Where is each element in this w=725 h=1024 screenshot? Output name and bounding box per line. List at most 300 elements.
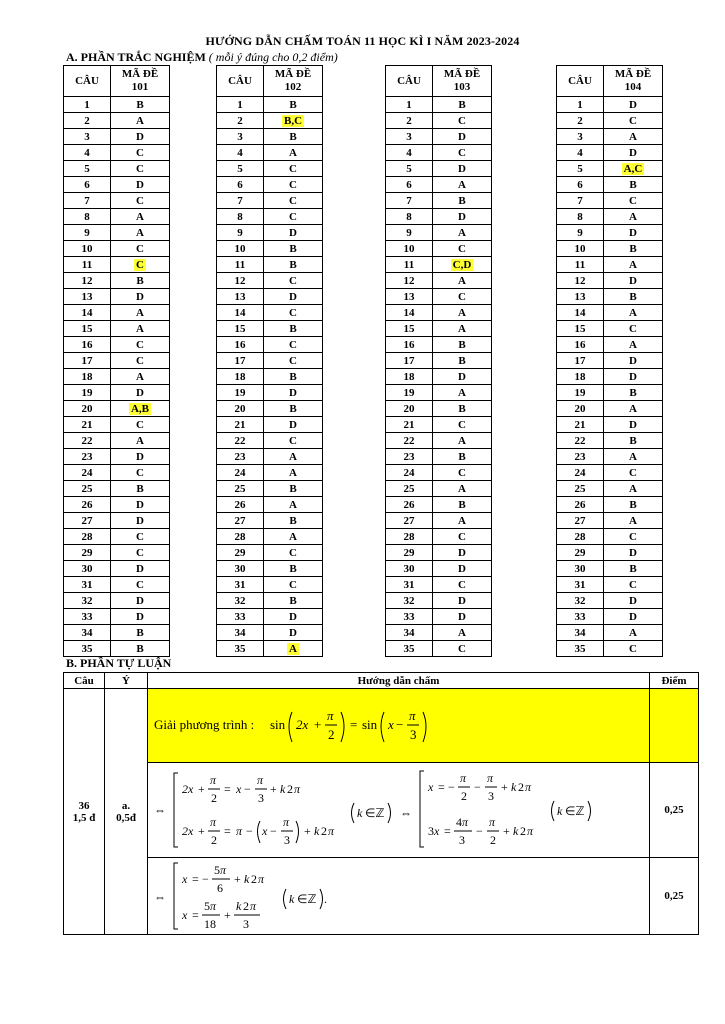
answer-cell: [433, 641, 492, 657]
answer-row: [557, 209, 663, 225]
question-number: 8: [386, 209, 433, 225]
answer-value: A: [136, 306, 144, 319]
answer-value: A: [136, 370, 144, 383]
question-number: 7: [386, 193, 433, 209]
essay-part-cell: [105, 689, 148, 935]
answer-row: [557, 177, 663, 193]
question-number: 3: [386, 129, 433, 145]
svg-text:−: −: [244, 782, 251, 796]
question-number: 10: [217, 241, 264, 257]
answer-value: C: [289, 306, 297, 319]
answer-value: D: [458, 546, 466, 559]
svg-text:π: π: [527, 824, 534, 838]
answer-cell: [111, 113, 170, 129]
answer-cell: [433, 529, 492, 545]
answer-row: [557, 241, 663, 257]
answer-cell: [264, 401, 323, 417]
answer-value: C: [629, 194, 637, 207]
answer-cell: [264, 177, 323, 193]
question-number: 3: [217, 129, 264, 145]
problem-equation: [154, 696, 634, 756]
answer-cell: [433, 289, 492, 305]
answer-value: C: [458, 114, 466, 127]
answer-row: [217, 161, 323, 177]
answer-cell: [264, 593, 323, 609]
answer-value: C: [289, 434, 297, 447]
answer-value: D: [136, 290, 144, 303]
question-number: 26: [217, 497, 264, 513]
answer-row: [64, 593, 170, 609]
answer-value: C: [136, 194, 144, 207]
answer-row: [64, 625, 170, 641]
svg-text:π: π: [257, 773, 264, 787]
ma-de-header: [604, 66, 663, 97]
question-number: 18: [217, 369, 264, 385]
answer-value: C: [289, 178, 297, 191]
question-number: 7: [557, 193, 604, 209]
answer-value: C: [289, 210, 297, 223]
answer-row: [64, 609, 170, 625]
svg-text:3: 3: [258, 791, 264, 805]
answer-cell: [604, 465, 663, 481]
question-number: 21: [557, 417, 604, 433]
question-number: 14: [217, 305, 264, 321]
question-number: 31: [557, 577, 604, 593]
answer-cell: [111, 129, 170, 145]
question-number: 16: [64, 337, 111, 353]
step1-equation: [154, 765, 644, 855]
answer-row: [217, 609, 323, 625]
question-number: 9: [386, 225, 433, 241]
question-number: 25: [217, 481, 264, 497]
question-number: 34: [386, 625, 433, 641]
svg-text:∈ℤ: ∈ℤ: [365, 806, 385, 820]
svg-text:π: π: [210, 815, 217, 829]
answer-row: [64, 369, 170, 385]
answer-cell: [264, 497, 323, 513]
answer-cell: [604, 449, 663, 465]
ma-de-code: 101: [131, 81, 149, 93]
svg-text:sin: sin: [270, 716, 286, 732]
svg-text:=: =: [444, 824, 451, 838]
answer-value: C: [289, 274, 297, 287]
answer-cell: [433, 177, 492, 193]
question-number: 36: [78, 799, 90, 812]
answer-cell: [604, 577, 663, 593]
answer-value: B: [629, 290, 637, 303]
question-number: 4: [557, 145, 604, 161]
answer-row: [557, 481, 663, 497]
question-number: 30: [64, 561, 111, 577]
svg-text:π: π: [220, 863, 227, 877]
svg-text:x: x: [182, 872, 188, 886]
answer-cell: [604, 209, 663, 225]
answer-cell: [264, 337, 323, 353]
svg-text:∈ℤ: ∈ℤ: [297, 892, 317, 906]
answer-value: B: [289, 258, 297, 271]
question-number: 23: [386, 449, 433, 465]
question-number: 32: [557, 593, 604, 609]
svg-text:k: k: [557, 804, 563, 818]
answer-value: C: [136, 354, 144, 367]
answer-row: [64, 545, 170, 561]
answer-value: C: [458, 642, 466, 655]
answer-value: D: [136, 386, 144, 399]
question-number: 3: [557, 129, 604, 145]
answer-cell: [264, 465, 323, 481]
answer-cell: [433, 369, 492, 385]
answer-row: [557, 193, 663, 209]
answer-cell: [604, 273, 663, 289]
ma-de-code: 104: [624, 81, 642, 93]
question-number: 16: [217, 337, 264, 353]
question-number: 2: [557, 113, 604, 129]
question-number: 5: [64, 161, 111, 177]
svg-text:2: 2: [321, 824, 327, 838]
answer-value: A: [629, 626, 637, 639]
answer-cell: [604, 369, 663, 385]
question-number: 12: [386, 273, 433, 289]
svg-text:+: +: [314, 716, 322, 732]
answer-cell: [111, 513, 170, 529]
answer-row: [557, 129, 663, 145]
svg-text:k: k: [289, 892, 295, 906]
step1-cell: [148, 763, 650, 858]
svg-text:π: π: [250, 899, 257, 913]
svg-text:x: x: [388, 716, 394, 732]
svg-text:3: 3: [410, 726, 417, 742]
answer-value: B: [458, 338, 466, 351]
answer-row: [217, 113, 323, 129]
answer-cell: [604, 545, 663, 561]
answer-cell: [264, 241, 323, 257]
question-number: 13: [386, 289, 433, 305]
answer-value: C: [458, 578, 466, 591]
answer-value: A: [458, 178, 466, 191]
answer-cell: [433, 385, 492, 401]
answer-cell: [111, 225, 170, 241]
svg-text:2: 2: [211, 833, 217, 847]
answer-value: B: [136, 98, 144, 111]
answer-row: [64, 353, 170, 369]
question-number: 31: [217, 577, 264, 593]
answer-row: [386, 641, 492, 657]
answer-cell: [111, 577, 170, 593]
answer-row: [217, 209, 323, 225]
question-number: 17: [217, 353, 264, 369]
svg-text:=: =: [192, 908, 199, 922]
answer-cell: [604, 337, 663, 353]
svg-text:x: x: [428, 780, 434, 794]
question-number: 28: [217, 529, 264, 545]
answer-row: [557, 417, 663, 433]
ma-de-header: [111, 66, 170, 97]
answer-cell: [111, 97, 170, 113]
answer-row: [557, 465, 663, 481]
answer-value: C,D: [452, 258, 472, 271]
answer-row: [217, 497, 323, 513]
answer-cell: [264, 161, 323, 177]
answer-cell: [111, 353, 170, 369]
answer-row: [217, 561, 323, 577]
question-number: 22: [64, 433, 111, 449]
question-number: 6: [557, 177, 604, 193]
question-number: 11: [64, 257, 111, 273]
answer-cell: [264, 369, 323, 385]
answer-row: [557, 305, 663, 321]
answer-row: [217, 465, 323, 481]
answer-cell: [111, 385, 170, 401]
svg-text:k: k: [314, 824, 320, 838]
answer-cell: [111, 593, 170, 609]
answer-value: D: [629, 354, 637, 367]
answer-cell: [111, 209, 170, 225]
ma-de-header: [433, 66, 492, 97]
question-number: 27: [386, 513, 433, 529]
svg-text:2: 2: [211, 791, 217, 805]
question-number: 14: [386, 305, 433, 321]
answer-value: C: [629, 642, 637, 655]
answer-value: C: [458, 146, 466, 159]
answer-value: C: [458, 418, 466, 431]
svg-text:=: =: [438, 780, 445, 794]
question-number: 1: [386, 97, 433, 113]
svg-text:π: π: [489, 815, 496, 829]
question-number: 2: [64, 113, 111, 129]
question-number: 29: [217, 545, 264, 561]
answer-value: D: [458, 610, 466, 623]
answer-row: [64, 641, 170, 657]
answer-row: [386, 145, 492, 161]
answer-value: D: [458, 370, 466, 383]
question-number: 24: [64, 465, 111, 481]
question-number: 13: [557, 289, 604, 305]
svg-text:k: k: [244, 872, 250, 886]
question-number: 9: [557, 225, 604, 241]
question-number: 8: [557, 209, 604, 225]
answer-row: [557, 385, 663, 401]
answer-cell: [264, 417, 323, 433]
answer-row: [64, 401, 170, 417]
question-number: 29: [64, 545, 111, 561]
answer-value: C: [289, 162, 297, 175]
svg-text:=: =: [224, 782, 231, 796]
answer-value: A,C: [623, 162, 643, 175]
answer-row: [557, 321, 663, 337]
svg-text:π: π: [460, 771, 467, 785]
svg-text:=: =: [192, 872, 199, 886]
cau-header: CÂU: [557, 66, 604, 97]
answer-value: C: [136, 146, 144, 159]
answer-table-102: [216, 65, 323, 657]
svg-text:3: 3: [459, 833, 465, 847]
answer-value: D: [458, 562, 466, 575]
ma-de-header: [264, 66, 323, 97]
question-number: 3: [64, 129, 111, 145]
question-number: 1: [64, 97, 111, 113]
answer-value: D: [136, 610, 144, 623]
question-number: 17: [386, 353, 433, 369]
question-number: 23: [217, 449, 264, 465]
answer-row: [64, 385, 170, 401]
answer-value: D: [629, 146, 637, 159]
answer-cell: [604, 289, 663, 305]
answer-row: [386, 433, 492, 449]
answer-row: [557, 401, 663, 417]
answer-cell: [264, 209, 323, 225]
answer-value: C: [629, 578, 637, 591]
question-number: 7: [217, 193, 264, 209]
svg-text:π: π: [409, 707, 416, 723]
answer-cell: [264, 321, 323, 337]
answer-cell: [111, 561, 170, 577]
svg-text:+: +: [234, 872, 241, 886]
answer-value: B,C: [283, 114, 303, 127]
answer-value: A: [289, 450, 297, 463]
answer-row: [386, 577, 492, 593]
answer-value: D: [629, 594, 637, 607]
answer-row: [217, 273, 323, 289]
answer-row: [217, 433, 323, 449]
answer-row: [217, 353, 323, 369]
answer-value: C: [289, 578, 297, 591]
answer-row: [64, 465, 170, 481]
answer-value: D: [629, 418, 637, 431]
part-label: a.: [121, 799, 131, 812]
answer-cell: [604, 497, 663, 513]
answer-value: C: [136, 162, 144, 175]
svg-text:18: 18: [204, 917, 216, 931]
answer-row: [217, 593, 323, 609]
answer-row: [217, 625, 323, 641]
question-number: 32: [64, 593, 111, 609]
answer-value: A: [289, 530, 297, 543]
answer-value: D: [136, 594, 144, 607]
answer-value: A: [629, 450, 637, 463]
answer-cell: [111, 289, 170, 305]
essay-header-cau: Câu: [64, 673, 105, 689]
step2-equation: [154, 859, 644, 933]
svg-text:π: π: [210, 773, 217, 787]
step2-cell: [148, 858, 650, 935]
step1-score: 0,25: [650, 763, 699, 858]
answer-row: [557, 593, 663, 609]
svg-text:−: −: [474, 780, 481, 794]
question-number: 26: [64, 497, 111, 513]
answer-cell: [604, 177, 663, 193]
answer-value: B: [458, 450, 466, 463]
svg-text:π: π: [283, 815, 290, 829]
answer-value: B: [458, 194, 466, 207]
answer-row: [217, 513, 323, 529]
svg-text:+: +: [304, 824, 311, 838]
answer-value: C: [289, 354, 297, 367]
question-number: 21: [217, 417, 264, 433]
cau-header: CÂU: [217, 66, 264, 97]
answer-cell: [433, 481, 492, 497]
svg-text:⇔: ⇔: [400, 806, 412, 820]
answer-cell: [264, 385, 323, 401]
svg-text:k: k: [511, 780, 517, 794]
answer-row: [557, 513, 663, 529]
answer-value: A: [289, 146, 297, 159]
answer-value: D: [629, 226, 637, 239]
answer-row: [64, 529, 170, 545]
answer-cell: [433, 257, 492, 273]
question-number: 15: [557, 321, 604, 337]
question-number: 10: [557, 241, 604, 257]
answer-row: [64, 497, 170, 513]
question-number: 13: [64, 289, 111, 305]
svg-text:π: π: [328, 824, 335, 838]
answer-row: [64, 241, 170, 257]
answer-row: [386, 385, 492, 401]
answer-value: A: [289, 466, 297, 479]
question-number: 35: [557, 641, 604, 657]
answer-value: C: [136, 466, 144, 479]
svg-text:2: 2: [287, 782, 293, 796]
answer-value: D: [629, 274, 637, 287]
svg-text:3: 3: [428, 824, 434, 838]
answer-row: [386, 561, 492, 577]
question-number: 19: [217, 385, 264, 401]
question-number: 12: [64, 273, 111, 289]
answer-row: [64, 321, 170, 337]
answer-value: B: [289, 594, 297, 607]
question-number: 18: [557, 369, 604, 385]
answer-row: [386, 209, 492, 225]
question-number: 1: [217, 97, 264, 113]
answer-row: [557, 161, 663, 177]
question-number: 26: [386, 497, 433, 513]
answer-row: [217, 177, 323, 193]
svg-text:−: −: [448, 780, 455, 794]
answer-cell: [604, 113, 663, 129]
question-number: 9: [64, 225, 111, 241]
svg-text:=: =: [350, 716, 358, 732]
answer-row: [386, 625, 492, 641]
question-number: 15: [64, 321, 111, 337]
section-a-heading: [66, 50, 338, 65]
svg-text:π: π: [258, 872, 265, 886]
answer-cell: [604, 529, 663, 545]
answer-cell: [264, 193, 323, 209]
page-title: HƯỚNG DẪN CHẤM TOÁN 11 HỌC KÌ I NĂM 2023-2024: [205, 34, 520, 48]
answer-cell: [604, 641, 663, 657]
answer-value: B: [136, 642, 144, 655]
answer-row: [557, 353, 663, 369]
section-b-heading: B. PHẦN TỰ LUẬN: [66, 656, 172, 670]
essay-header-score: Điểm: [650, 673, 699, 689]
answer-value: A: [629, 258, 637, 271]
answer-row: [217, 401, 323, 417]
essay-question-cell: [64, 689, 105, 935]
question-number: 24: [557, 465, 604, 481]
answer-row: [386, 465, 492, 481]
answer-cell: [604, 225, 663, 241]
answer-value: B: [458, 402, 466, 415]
answer-cell: [433, 273, 492, 289]
answer-cell: [604, 513, 663, 529]
ma-de-label: MÃ ĐỀ: [274, 68, 312, 80]
answer-cell: [433, 129, 492, 145]
svg-text:3: 3: [488, 789, 494, 803]
answer-cell: [111, 273, 170, 289]
answer-cell: [433, 449, 492, 465]
svg-text:⇔: ⇔: [154, 890, 166, 904]
question-number: 15: [217, 321, 264, 337]
answer-cell: [111, 193, 170, 209]
